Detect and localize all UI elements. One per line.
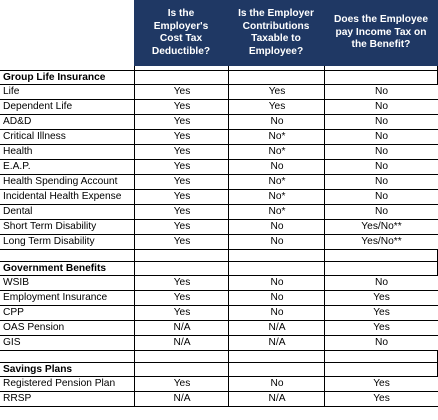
table-row — [0, 130, 438, 145]
column-divider — [134, 262, 135, 275]
row-label: Life — [3, 86, 20, 97]
section-heading — [0, 261, 438, 276]
cell-taxable: N/A — [228, 336, 325, 350]
cell-income-tax: No — [324, 130, 438, 144]
cell-taxable: No* — [228, 175, 325, 189]
row-label: Incidental Health Expense — [3, 191, 122, 202]
cell-deductible: Yes — [134, 130, 229, 144]
cell-income-tax: No — [324, 160, 438, 174]
cell-income-tax: Yes/No** — [324, 220, 438, 234]
cell-income-tax: Yes — [324, 306, 438, 320]
cell-income-tax: Yes — [324, 392, 438, 406]
cell-deductible: Yes — [134, 220, 229, 234]
row-label: Health Spending Account — [3, 176, 118, 187]
cell-deductible: Yes — [134, 276, 229, 290]
column-divider — [324, 363, 325, 376]
cell-income-tax: No — [324, 100, 438, 114]
column-divider — [324, 71, 325, 84]
table-row — [0, 235, 438, 250]
cell-deductible: Yes — [134, 85, 229, 99]
column-divider — [324, 250, 325, 261]
cell-deductible: N/A — [134, 336, 229, 350]
row-label: Short Term Disability — [3, 221, 97, 232]
cell-taxable: Yes — [228, 100, 325, 114]
column-divider — [228, 250, 229, 261]
cell-deductible: Yes — [134, 145, 229, 159]
section-title: Savings Plans — [3, 364, 73, 375]
column-divider — [134, 250, 135, 261]
row-label: RRSP — [3, 393, 32, 404]
header-taxable — [228, 0, 324, 66]
cell-taxable: Yes — [228, 85, 325, 99]
row-label: Dental — [3, 206, 33, 217]
row-label: Long Term Disability — [3, 236, 95, 247]
section-heading — [0, 70, 438, 85]
cell-taxable: No — [228, 235, 325, 249]
cell-taxable: N/A — [228, 392, 325, 406]
cell-deductible: Yes — [134, 291, 229, 305]
table-header — [0, 0, 438, 66]
column-divider — [324, 351, 325, 362]
row-label: Dependent Life — [3, 101, 73, 112]
table-row — [0, 377, 438, 392]
cell-taxable: N/A — [228, 321, 325, 335]
column-divider — [324, 262, 325, 275]
row-label: Registered Pension Plan — [3, 378, 116, 389]
cell-deductible: Yes — [134, 160, 229, 174]
cell-taxable: No — [228, 220, 325, 234]
row-label: E.A.P. — [3, 161, 31, 172]
cell-income-tax: No — [324, 85, 438, 99]
cell-deductible: Yes — [134, 115, 229, 129]
row-label: CPP — [3, 307, 24, 318]
table-row — [0, 100, 438, 115]
cell-taxable: No — [228, 160, 325, 174]
cell-taxable: No — [228, 115, 325, 129]
cell-income-tax: No — [324, 145, 438, 159]
cell-deductible: Yes — [134, 377, 229, 391]
table-row — [0, 190, 438, 205]
section-heading — [0, 362, 438, 377]
row-label: Employment Insurance — [3, 292, 108, 303]
column-divider — [228, 71, 229, 84]
row-label: AD&D — [3, 116, 32, 127]
header-deductible — [134, 0, 228, 66]
table-row — [0, 291, 438, 306]
cell-taxable: No — [228, 291, 325, 305]
cell-taxable: No* — [228, 190, 325, 204]
row-label: Health — [3, 146, 33, 157]
cell-income-tax: Yes — [324, 321, 438, 335]
header-taxable-text: Is the Employer Contributions Taxable to Employee? — [238, 8, 314, 57]
cell-income-tax: No — [324, 190, 438, 204]
column-divider — [228, 351, 229, 362]
table-row — [0, 306, 438, 321]
cell-deductible: Yes — [134, 190, 229, 204]
table-row — [0, 85, 438, 100]
cell-deductible: Yes — [134, 100, 229, 114]
row-label: OAS Pension — [3, 322, 65, 333]
table-row — [0, 205, 438, 220]
column-divider — [228, 262, 229, 275]
cell-deductible: Yes — [134, 205, 229, 219]
cell-deductible: N/A — [134, 392, 229, 406]
table-row — [0, 336, 438, 351]
column-divider — [134, 351, 135, 362]
table-row — [0, 276, 438, 291]
section-gap — [0, 351, 438, 362]
table-row — [0, 321, 438, 336]
cell-income-tax: No — [324, 205, 438, 219]
column-divider — [228, 363, 229, 376]
table-row — [0, 145, 438, 160]
cell-taxable: No* — [228, 145, 325, 159]
cell-deductible: Yes — [134, 306, 229, 320]
table-row — [0, 392, 438, 407]
cell-deductible: N/A — [134, 321, 229, 335]
cell-income-tax: Yes — [324, 377, 438, 391]
cell-income-tax: No — [324, 336, 438, 350]
cell-taxable: No* — [228, 130, 325, 144]
row-label: Critical Illness — [3, 131, 66, 142]
table-row — [0, 175, 438, 190]
section-title: Government Benefits — [3, 263, 107, 274]
cell-deductible: Yes — [134, 235, 229, 249]
cell-taxable: No — [228, 377, 325, 391]
section-gap — [0, 250, 438, 261]
header-income-tax-text: Does the Employee pay Income Tax on the Benefit? — [334, 14, 428, 51]
section-title: Group Life Insurance — [3, 72, 106, 83]
header-deductible-text: Is the Employer's Cost Tax Deductible? — [151, 8, 211, 57]
row-label: GIS — [3, 337, 21, 348]
cell-income-tax: Yes — [324, 291, 438, 305]
cell-deductible: Yes — [134, 175, 229, 189]
cell-income-tax: No — [324, 276, 438, 290]
table-row — [0, 160, 438, 175]
cell-income-tax: No — [324, 115, 438, 129]
cell-taxable: No — [228, 276, 325, 290]
table-row — [0, 220, 438, 235]
column-divider — [134, 363, 135, 376]
column-divider — [134, 71, 135, 84]
cell-income-tax: No — [324, 175, 438, 189]
cell-income-tax: Yes/No** — [324, 235, 438, 249]
header-income-tax — [324, 0, 438, 66]
table-row — [0, 115, 438, 130]
row-label: WSIB — [3, 277, 30, 288]
cell-taxable: No* — [228, 205, 325, 219]
cell-taxable: No — [228, 306, 325, 320]
